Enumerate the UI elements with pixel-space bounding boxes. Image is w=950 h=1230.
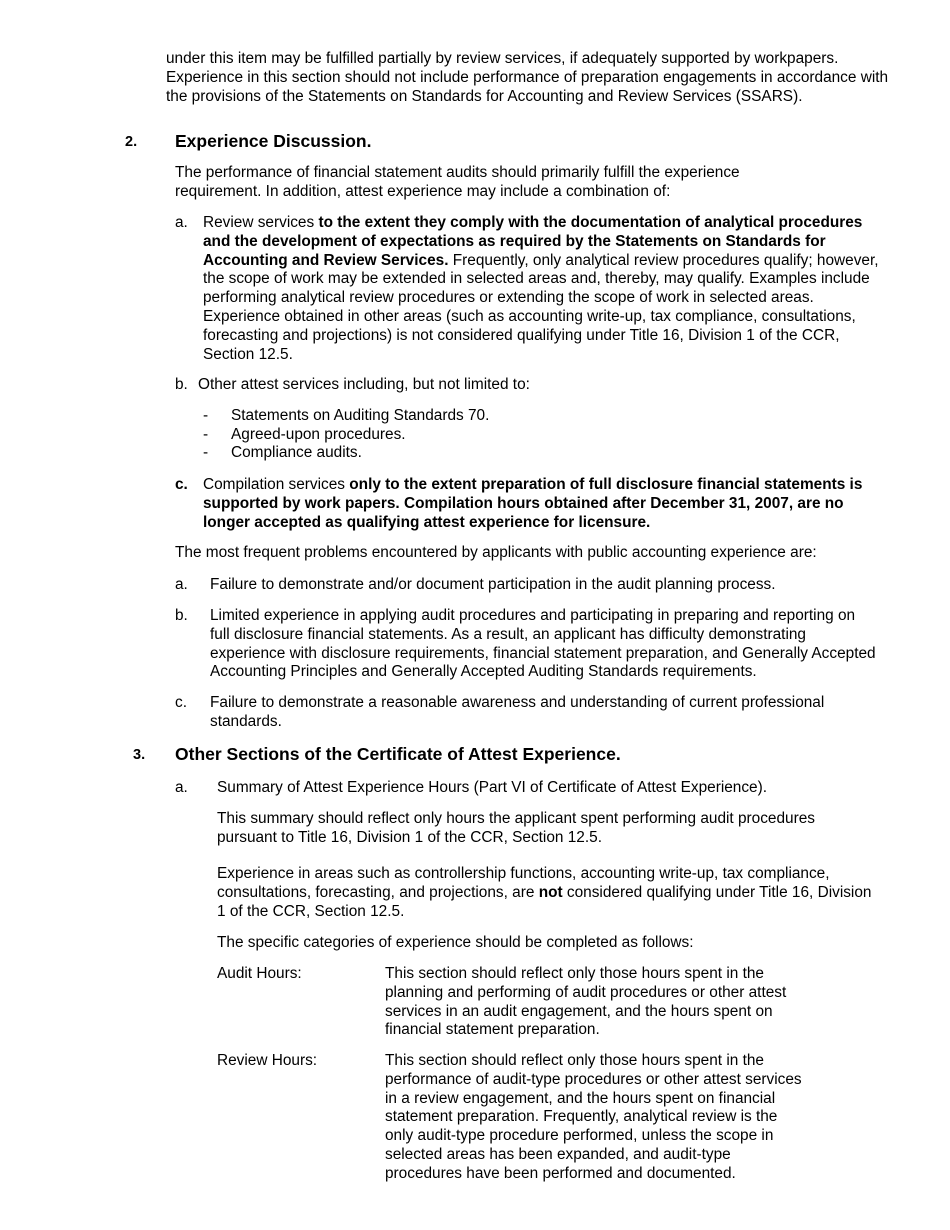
- item-a-paragraph: [203, 214, 887, 364]
- bullet-item: Agreed-upon procedures.: [231, 426, 406, 443]
- problem-item: Failure to demonstrate a reasonable awareness and understanding of current professional standards.: [210, 694, 825, 730]
- item-b-letter: b.: [175, 376, 188, 393]
- item-c-bold: only to the extent preparation of full disclosure financial statements is supported by work papers. Compilation hours obtained after December 31, 2007, are no longer accepted as qualifying attest experience for licensure.: [203, 476, 863, 531]
- section-2-number: 2.: [125, 134, 138, 150]
- item-c-lead: Compilation services: [203, 476, 350, 493]
- problem-letter: a.: [175, 576, 188, 593]
- excluded-lead: Experience in areas such as controllership functions, accounting write-up, tax compliance, consultations, forecasting, and projections, are: [217, 865, 830, 901]
- item-a-lead: Review services: [203, 214, 319, 231]
- item-c-letter: c.: [175, 476, 188, 493]
- bullet-item: Statements on Auditing Standards 70.: [231, 407, 490, 424]
- section-2-intro: The performance of financial statement audits should primarily fulfill the experience requirement. In addition, attest experience may include a combination of:: [175, 164, 740, 200]
- bullet-item: Compliance audits.: [231, 444, 362, 461]
- item-a-rest: Frequently, only analytical review procedures qualify; however, the scope of work may be extended in selected areas and, thereby, may qualify. Examples include performing analytical review procedures or extending the scope of work in selected areas. Experience obtained in other areas (such as accounting write-up, tax compliance, consultations, forecasting and projections) is not considered qualifying under Title 16, Division 1 of the CCR, Section 12.5.: [203, 251, 879, 363]
- problem-letter: c.: [175, 694, 187, 711]
- item-b-text: Other attest services including, but not limited to:: [198, 376, 530, 393]
- summary-paragraph: This summary should reflect only hours the applicant spent performing audit procedures pursuant to Title 16, Division 1 of the CCR, Section 12.5.: [217, 810, 815, 846]
- category-description: This section should reflect only those hours spent in the planning and performing of audit procedures or other attest services in an audit engagement, and the hours spent on financial statement preparation.: [385, 965, 787, 1039]
- excluded-bold: not: [538, 883, 563, 901]
- problems-intro: The most frequent problems encountered by applicants with public accounting experience are:: [175, 544, 817, 561]
- category-description: This section should reflect only those hours spent in the performance of audit-type procedures or other attest services in a review engagement, and the hours spent on financial statement preparation. Frequently, analytical review is the only audit-type procedure performed, unless the scope in selected areas has been expanded, and audit-type procedures have been performed and documented.: [385, 1052, 802, 1182]
- excluded-rest: considered qualifying under Title 16, Division 1 of the CCR, Section 12.5.: [217, 883, 872, 920]
- category-label: Review Hours:: [217, 1052, 318, 1069]
- item-c-paragraph: [203, 476, 891, 532]
- category-label: Audit Hours:: [217, 965, 302, 982]
- problem-letter: b.: [175, 607, 188, 624]
- section-3-heading: Other Sections of the Certificate of Attest Experience.: [175, 744, 621, 764]
- problem-item: Limited experience in applying audit procedures and participating in preparing and reporting on full disclosure financial statements. As a result, an applicant has difficulty demonstrating experience with disclosure requirements, financial statement preparation, and Generally Accepted Accounting Principles and Generally Accepted Auditing Standards requirements.: [210, 607, 876, 681]
- problem-item: Failure to demonstrate and/or document participation in the audit planning process.: [210, 576, 776, 593]
- item-a-bold: to the extent they comply with the documentation of analytical procedures and the development of expectations as required by the Statements on Standards for Accounting and Review Services.: [203, 214, 863, 269]
- section-2-heading: Experience Discussion.: [175, 131, 372, 151]
- bullet-dash: -: [203, 426, 209, 443]
- section-3-item-a-letter: a.: [175, 779, 188, 796]
- bullet-dash: -: [203, 407, 209, 424]
- section-3-number: 3.: [133, 747, 146, 763]
- intro-paragraph: under this item may be fulfilled partially by review services, if adequately supported by workpapers. Experience in this section should not include performance of preparation engagements in accordance with the provisions of the Statements on Standards for Accounting and Review Services (SSARS).: [166, 50, 889, 105]
- item-a-letter: a.: [175, 214, 188, 231]
- excluded-experience-paragraph: [217, 865, 877, 921]
- bullet-dash: -: [203, 444, 209, 461]
- section-3-item-a-title: Summary of Attest Experience Hours (Part VI of Certificate of Attest Experience).: [217, 779, 768, 796]
- categories-intro: The specific categories of experience should be completed as follows:: [217, 934, 694, 951]
